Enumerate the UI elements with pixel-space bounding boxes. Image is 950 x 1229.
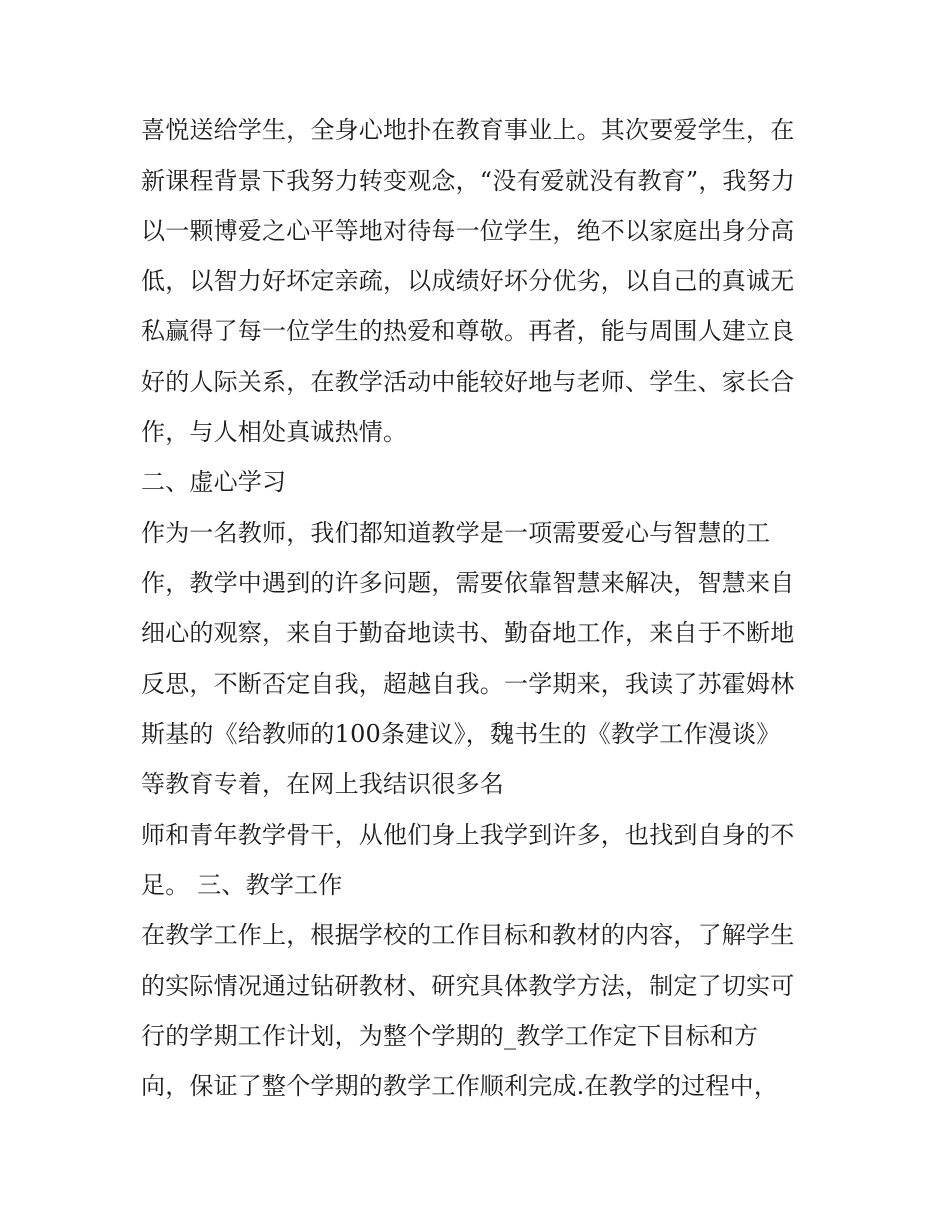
- body-text-line: 足。 三、教学工作: [141, 871, 343, 899]
- body-text-line: 的实际情况通过钻研教材、研究具体教学方法，制定了切实可: [141, 972, 795, 1000]
- body-text-line: 私赢得了每一位学生的热爱和尊敬。再者，能与周围人建立良: [141, 317, 795, 345]
- body-text-line: 好的人际关系，在教学活动中能较好地与老师、学生、家长合: [141, 368, 795, 396]
- body-text-line: 行的学期工作计划，为整个学期的_教学工作定下目标和方: [141, 1022, 759, 1050]
- body-text-line: 新课程背景下我努力转变观念，“没有爱就没有教育”，我努力: [141, 167, 796, 195]
- body-text-line: 喜悦送给学生，全身心地扑在教育事业上。其次要爱学生，在: [141, 116, 795, 144]
- body-text-line: 反思，不断否定自我，超越自我。一学期来，我读了苏霍姆林: [141, 670, 795, 698]
- body-text-line: 向，保证了整个学期的教学工作顺利完成.在教学的过程中，: [141, 1072, 779, 1100]
- body-text-line: 以一颗博爱之心平等地对待每一位学生，绝不以家庭出身分高: [141, 217, 795, 245]
- body-text-line: 作为一名教师，我们都知道教学是一项需要爱心与智慧的工: [141, 519, 771, 547]
- section-heading: 二、虚心学习: [141, 468, 287, 496]
- body-text-line: 低，以智力好坏定亲疏，以成绩好坏分优劣，以自己的真诚无: [141, 267, 795, 295]
- body-text-line: 细心的观察，来自于勤奋地读书、勤奋地工作，来自于不断地: [141, 619, 795, 647]
- body-text-line: 作，教学中遇到的许多问题，需要依靠智慧来解决，智慧来自: [141, 569, 795, 597]
- body-text-line: 斯基的《给教师的100条建议》，魏书生的《教学工作漫谈》: [141, 720, 781, 748]
- body-text-line: 师和青年教学骨干，从他们身上我学到许多，也找到自身的不: [141, 821, 795, 849]
- body-text-line: 等教育专着，在网上我结识很多名: [141, 770, 504, 798]
- body-text-line: 作，与人相处真诚热情。: [141, 418, 408, 446]
- body-text-line: 在教学工作上，根据学校的工作目标和教材的内容，了解学生: [141, 921, 795, 949]
